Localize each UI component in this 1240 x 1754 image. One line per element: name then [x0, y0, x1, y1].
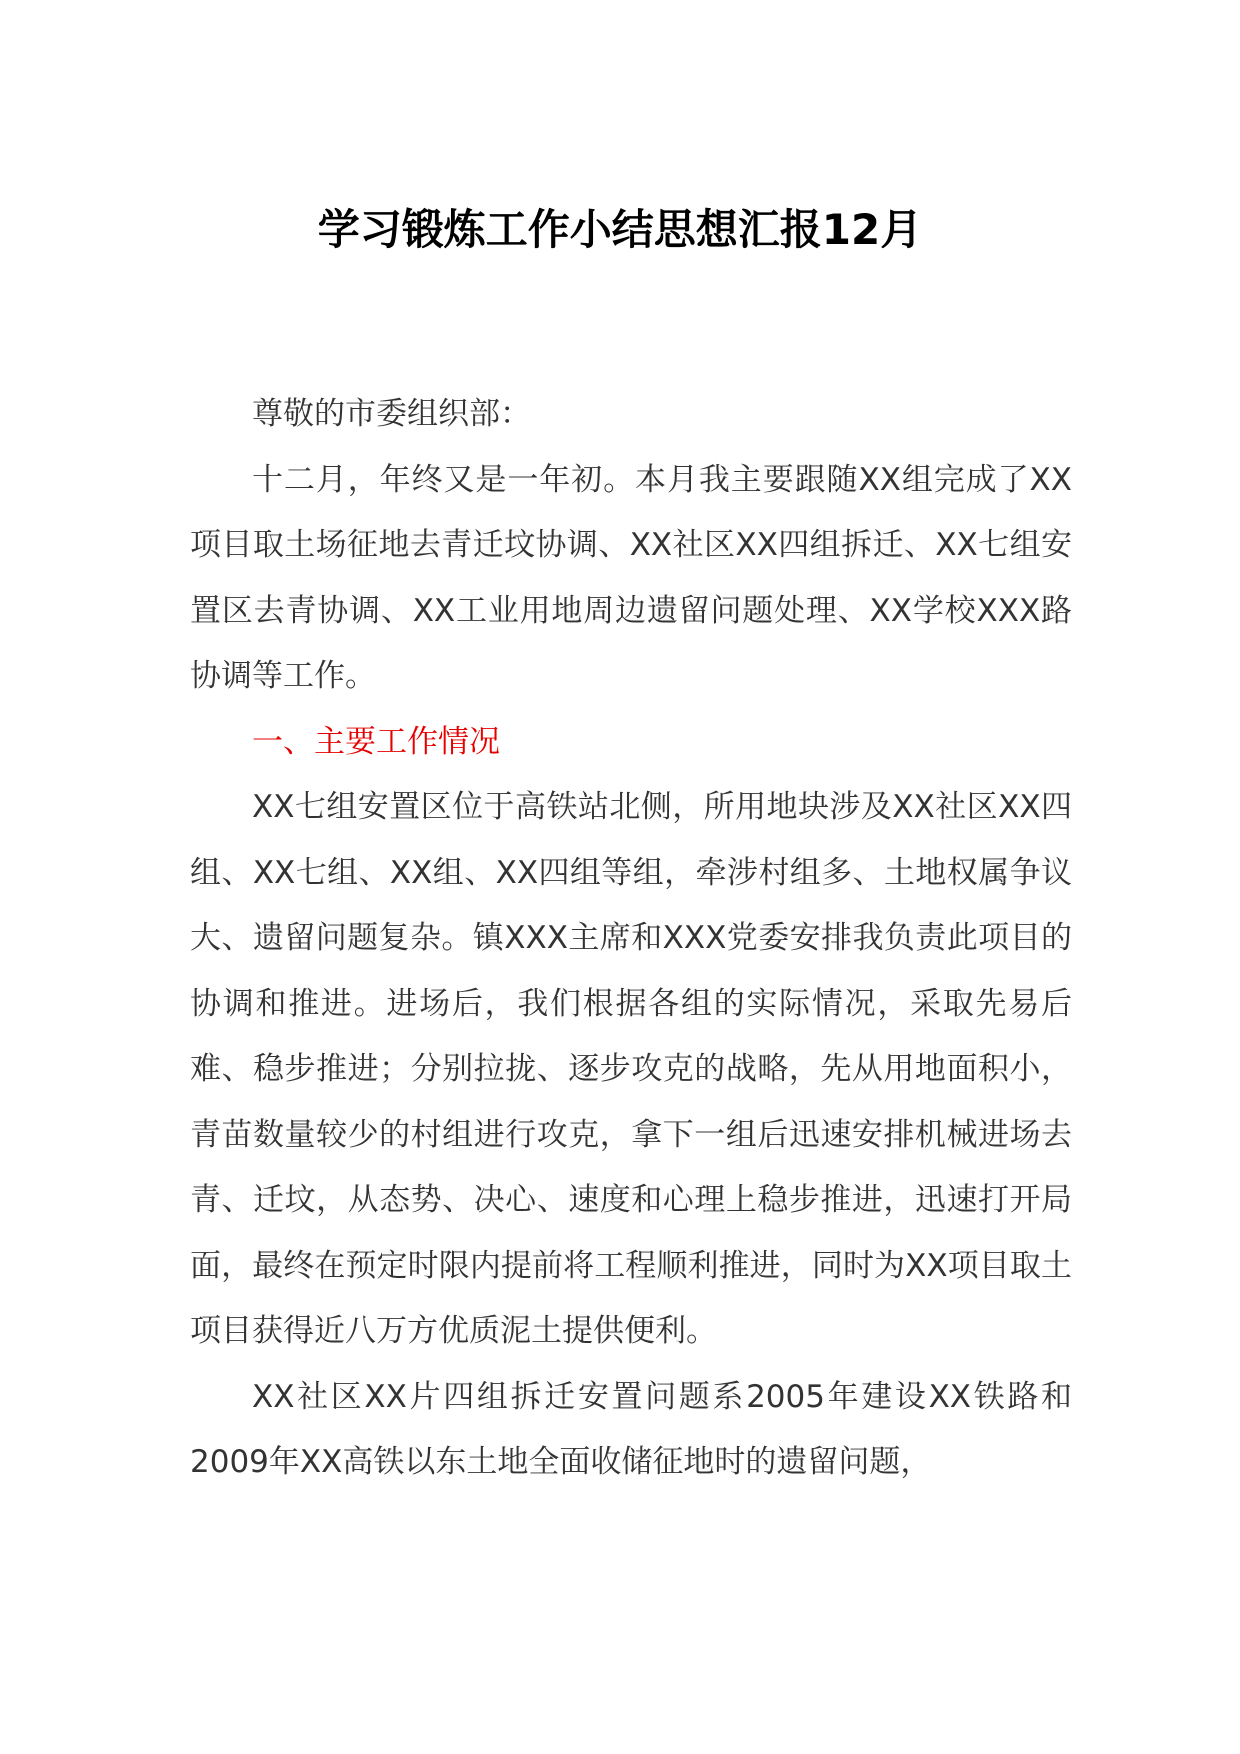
paragraph-demolition: XX社区XX片四组拆迁安置问题系2005年建设XX铁路和2009年XX高铁以东土地全面收储征地时的遗留问题，: [190, 1378, 1072, 1480]
section-heading: 一、主要工作情况: [252, 723, 500, 760]
paragraph-intro: 十二月，年终又是一年初。本月我主要跟随XX组完成了XX项目取土场征地去青迁坟协调、XX社区XX四组拆迁、XX七组安置区去青协调、XX工业用地周边遗留问题处理、XX学校XXX路协调等工作。: [190, 461, 1072, 694]
salutation: 尊敬的市委组织部：: [252, 396, 531, 432]
document-body: [190, 382, 1072, 1496]
paragraph-resettlement: XX七组安置区位于高铁站北侧，所用地块涉及XX社区XX四组、XX七组、XX组、XX四组等组，牵涉村组多、土地权属争议大、遗留问题复杂。镇XXX主席和XXX党委安排我负责此项目的协调和推进。进场后，我们根据各组的实际情况，采取先易后难、稳步推进；分别拉拢、逐步攻克的战略，先从用地面积小，青苗数量较少的村组进行攻克，拿下一组后迅速安排机械进场去青、迁坟，从态势、决心、速度和心理上稳步推进，迅速打开局面，最终在预定时限内提前将工程顺利推进，同时为XX项目取土项目获得近八万方优质泥土提供便利。: [190, 789, 1072, 1349]
document-title: 学习锻炼工作小结思想汇报12月: [317, 205, 923, 254]
